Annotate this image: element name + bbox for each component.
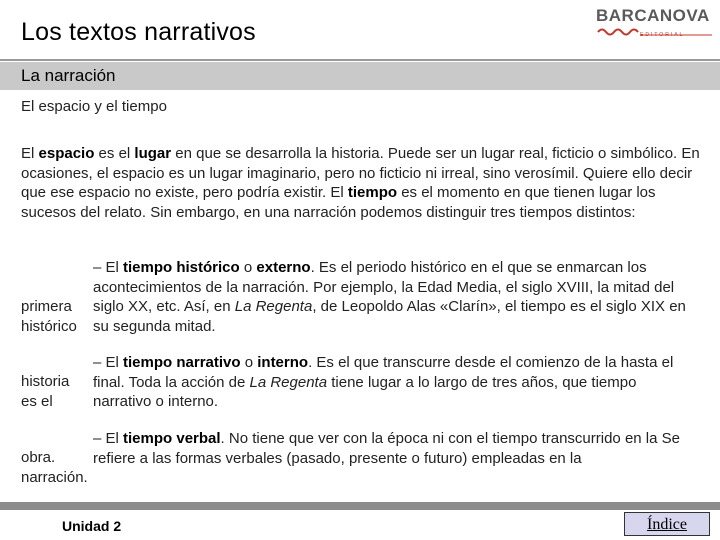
section-band [0, 62, 720, 90]
item-text-part: . Es el que transcurre desde el comienzo de la hasta el final. Toda la acción de [93, 354, 674, 391]
publisher-logo [596, 6, 714, 42]
footer-divider [0, 502, 720, 510]
item-text-part: – El [93, 430, 124, 447]
page-title: Los textos narrativos [21, 18, 256, 46]
item-text [93, 258, 703, 336]
item-text [93, 353, 693, 412]
item-bold: tiempo verbal [123, 430, 221, 447]
margin-line: primera [21, 298, 72, 315]
item-text-part: . No tiene que ver con la época ni con el tiempo transcurrido en la Se refiere a las formas verbales (pasado, presente o futuro) empleadas en la [93, 430, 680, 467]
logo-text: BARCANOVA [596, 6, 710, 25]
section-title: La narración [21, 66, 116, 85]
intro-bold: tiempo [347, 184, 398, 201]
margin-line: narración. [21, 468, 88, 486]
unit-label: Unidad 2 [62, 518, 122, 534]
margin-fragment [21, 372, 69, 411]
margin-line: histórico [21, 317, 77, 335]
item-text-part: – El [93, 354, 124, 371]
section-subtitle: El espacio y el tiempo [21, 98, 167, 115]
intro-text: El [21, 145, 39, 162]
margin-line: historia [21, 373, 70, 390]
item-text-part: o [240, 354, 258, 371]
item-bold: tiempo histórico [123, 259, 240, 276]
intro-bold: lugar [134, 145, 172, 162]
item-text-part: , de Leopoldo Alas «Clarín», el tiempo es el siglo XIX en su segunda mitad. [93, 298, 686, 335]
item-text-part: – El [93, 259, 124, 276]
logo-subtext: EDITORIAL [640, 32, 685, 38]
item-bold: interno [257, 354, 309, 371]
item-text-part: tiene lugar a lo largo de tres años, que tiempo narrativo o interno. [93, 373, 637, 410]
item-italic: La Regenta [249, 373, 328, 391]
margin-line: obra. [21, 449, 56, 466]
item-text [93, 429, 703, 468]
margin-fragment [21, 297, 77, 336]
index-button[interactable]: Índice [624, 512, 710, 536]
intro-bold: espacio [38, 145, 95, 162]
header [0, 0, 720, 60]
item-bold: tiempo narrativo [123, 354, 241, 371]
list-item [0, 258, 720, 338]
item-italic: La Regenta [234, 298, 313, 315]
item-text-part: . Es el periodo histórico en el que se enmarcan los acontecimientos de la narración. Por ejemplo, la Edad Media, el siglo XVIII, la mitad del siglo XX, etc. Así, en [93, 259, 675, 315]
intro-text: en que se desarrolla la historia. Puede ser un lugar real, ficticio o simbólico. En ocasiones, el espacio es un lugar imaginario, pero no ficticio ni irreal, sino verosímil. Quiere ello decir que ese espacio no existe, pero podría existir. El [21, 145, 700, 201]
margin-fragment [21, 448, 88, 487]
list-item [0, 353, 720, 413]
intro-text: es el momento en que tienen lugar los sucesos del relato. Sin embargo, en una narración podemos distinguir tres tiempos distintos: [21, 184, 656, 221]
intro-paragraph [21, 144, 701, 222]
intro-text: es el [94, 145, 135, 162]
header-divider [0, 59, 720, 61]
list-item [0, 429, 720, 489]
margin-line: es el [21, 392, 53, 410]
item-text-part: o [239, 259, 257, 276]
item-bold: externo [256, 259, 311, 276]
